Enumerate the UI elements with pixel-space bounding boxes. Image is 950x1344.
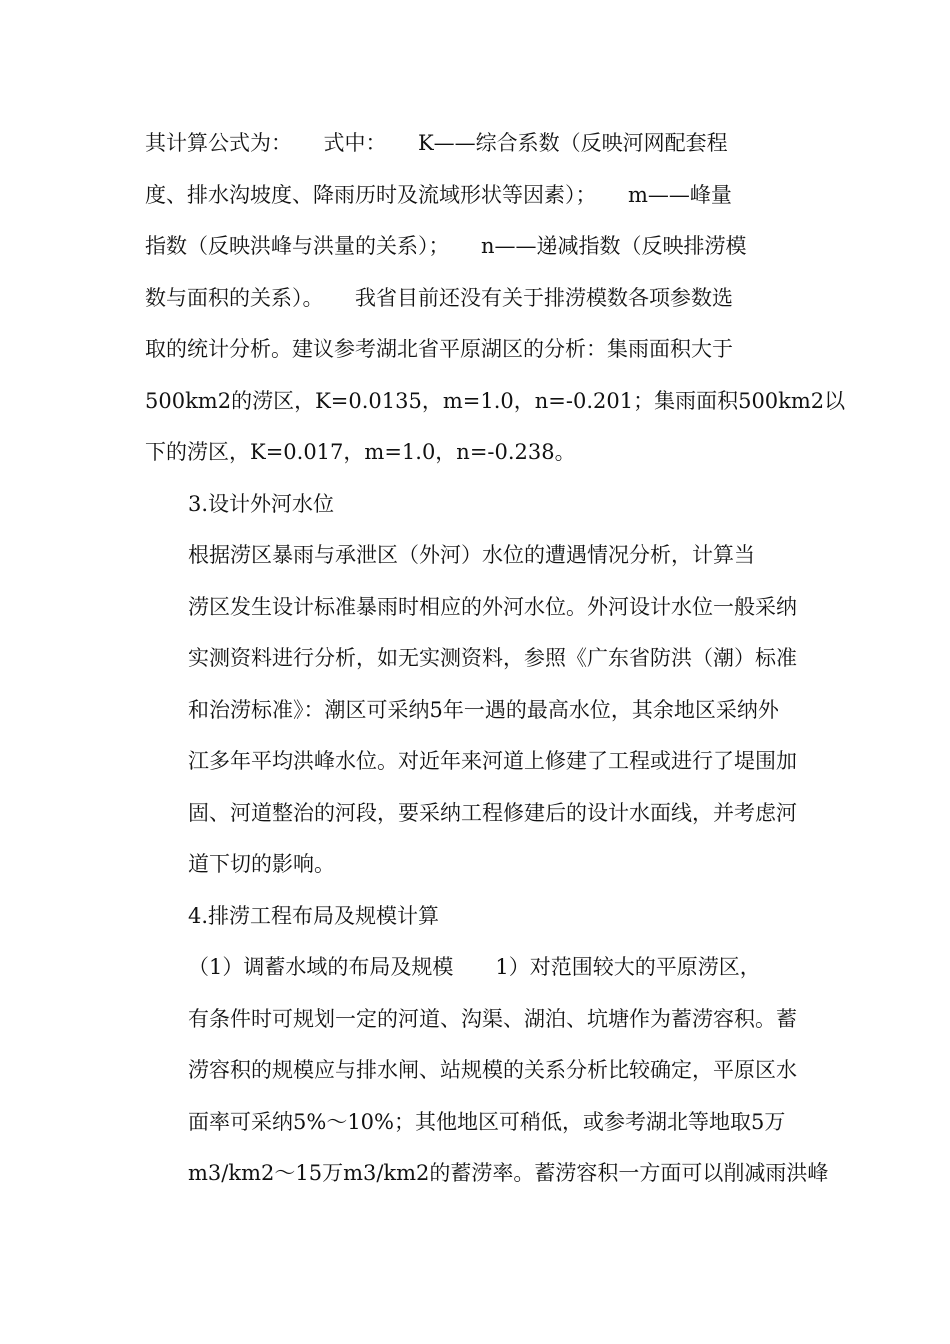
text-line: 根据涝区暴雨与承泄区（外河）水位的遭遇情况分析，计算当	[188, 543, 755, 567]
text-line: 指数（反映洪峰与洪量的关系）； n——递减指数（反映排涝模	[145, 234, 747, 258]
text-line: 有条件时可规划一定的河道、沟渠、湖泊、坑塘作为蓄涝容积。蓄	[188, 1006, 797, 1031]
text-line: m3/km2～15万m3/km2的蓄涝率。蓄涝容积一方面可以削减雨洪峰	[188, 1161, 829, 1185]
paragraph-storage-water-area	[145, 942, 829, 1200]
text-line: 江多年平均洪峰水位。对近年来河道上修建了工程或进行了堤围加	[188, 749, 797, 773]
text-line: （1）调蓄水域的布局及规模 1）对范围较大的平原涝区，	[188, 955, 761, 979]
section-heading-4	[145, 891, 807, 943]
text-line: 度、排水沟坡度、降雨历时及流域形状等因素）； m——峰量	[145, 182, 732, 207]
text-line: 其计算公式为： 式中： K——综合系数（反映河网配套程	[145, 131, 728, 155]
text-line: 实测资料进行分析，如无实测资料，参照《广东省防洪（潮）标准	[188, 646, 797, 670]
text-line: 固、河道整治的河段，要采纳工程修建后的设计水面线，并考虑河	[188, 800, 797, 825]
text-line: 下的涝区，K=0.017，m=1.0，n=-0.238。	[145, 440, 576, 464]
text-line: 取的统计分析。建议参考湖北省平原湖区的分析：集雨面积大于	[145, 337, 733, 361]
paragraph-outer-river-level	[145, 530, 807, 891]
document-body	[145, 118, 846, 1200]
text-line: 面率可采纳5%～10%；其他地区可稍低，或参考湖北等地取5万	[188, 1109, 786, 1134]
text-line: 涝区发生设计标准暴雨时相应的外河水位。外河设计水位一般采纳	[188, 594, 797, 619]
paragraph-formula-parameters	[145, 118, 846, 479]
text-line: 涝容积的规模应与排水闸、站规模的关系分析比较确定，平原区水	[188, 1058, 797, 1082]
text-line: 和治涝标准》：潮区可采纳5年一遇的最高水位，其余地区采纳外	[188, 697, 779, 722]
section-heading-3	[145, 479, 807, 531]
heading-text: 4.排涝工程布局及规模计算	[188, 903, 440, 928]
text-line: 数与面积的关系）。 我省目前还没有关于排涝模数各项参数选	[145, 285, 733, 310]
heading-text: 3.设计外河水位	[188, 491, 335, 516]
text-line: 500km2的涝区，K=0.0135，m=1.0，n=-0.201；集雨面积500km2以	[145, 388, 846, 413]
text-line: 道下切的影响。	[188, 852, 335, 876]
